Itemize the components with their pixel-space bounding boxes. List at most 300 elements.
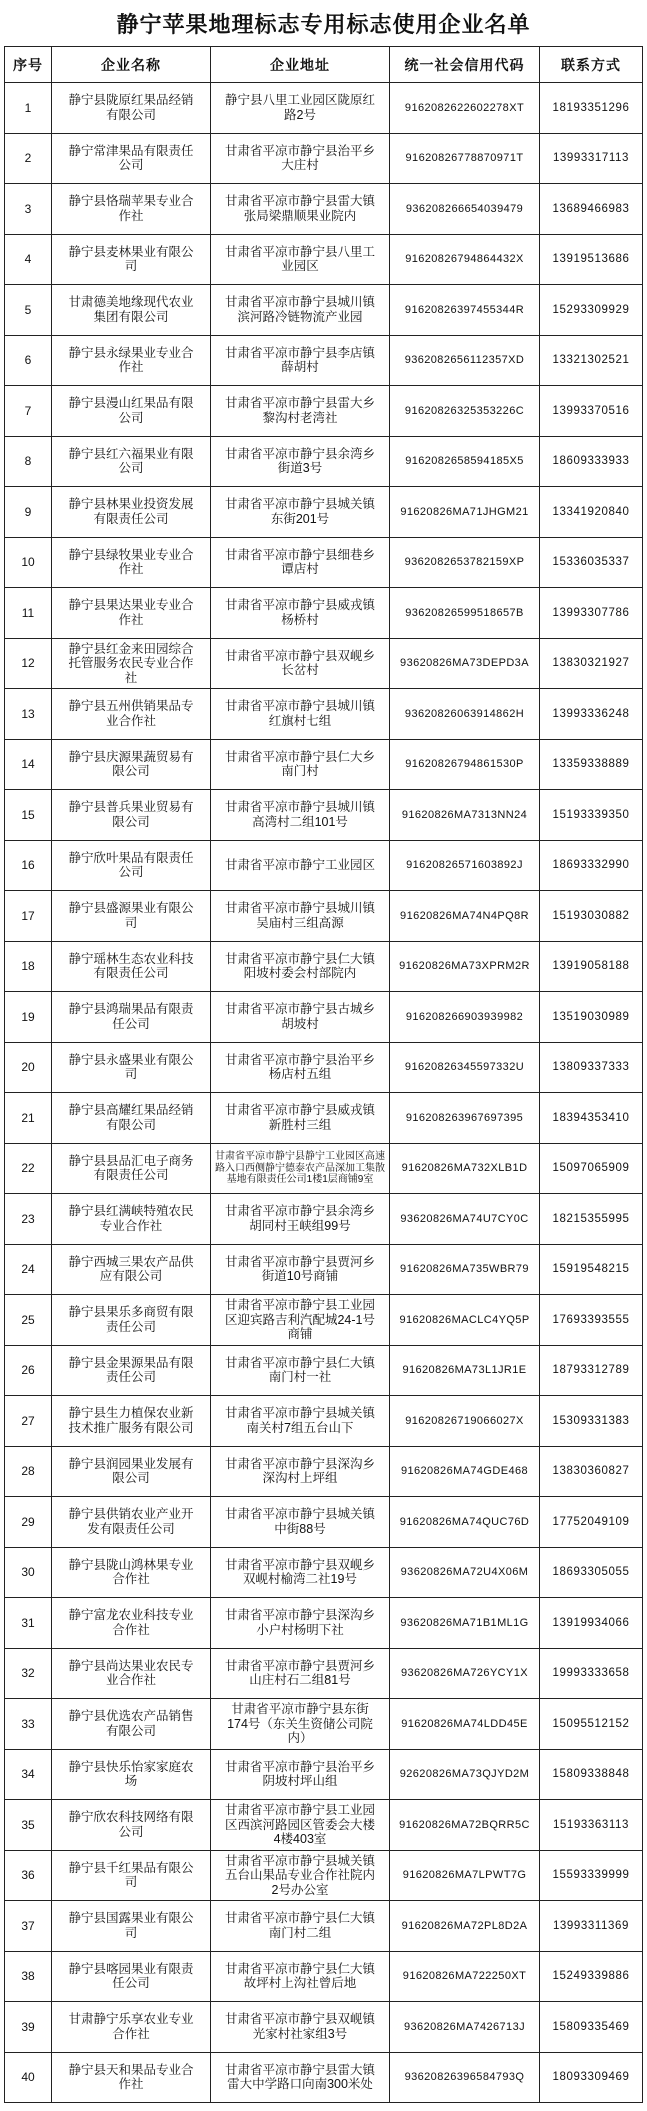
credit-code [390, 841, 540, 892]
contact-phone-text: 18215355995 [552, 1212, 630, 1225]
company-name-text: 静宁县普兵果业贸易有限公司 [68, 800, 194, 829]
company-name-text: 静宁县快乐怡家家庭农场 [68, 1759, 194, 1789]
credit-code [390, 487, 540, 538]
company-name-text: 静宁县红六福果业有限公司 [68, 446, 194, 476]
row-number-text: 39 [21, 2019, 35, 2034]
company-address [211, 689, 390, 740]
contact-phone-text: 13993307786 [552, 606, 630, 619]
credit-code-text: 93620826MA71B1ML1G [400, 1616, 529, 1629]
credit-code [390, 1699, 540, 1750]
header-name: 企业名称 [52, 47, 211, 83]
company-name-text: 静宁县县品汇电子商务有限责任公司 [68, 1153, 194, 1183]
company-address-text: 甘肃省平凉市静宁县治平乡杨店村五组 [224, 1052, 375, 1082]
company-address [211, 1598, 390, 1649]
company-address [211, 1043, 390, 1094]
credit-code [390, 1548, 540, 1599]
company-name-text: 静宁县国露果业有限公司 [68, 1911, 194, 1940]
contact-phone-text: 13341920840 [552, 505, 630, 518]
row-number-text: 15 [21, 807, 35, 822]
credit-code-text: 93620826MA7426713J [404, 2020, 525, 2033]
row-number [5, 1093, 52, 1144]
company-address-text: 甘肃省平凉市静宁县城川镇滨河路冷链物流产业园 [224, 295, 375, 324]
credit-code [390, 386, 540, 437]
credit-code-text: 91620826MA722250XT [402, 1970, 527, 1983]
company-address [211, 790, 390, 841]
credit-code [390, 336, 540, 387]
company-name-text: 静宁县生力植保农业新技术推广服务有限公司 [68, 1406, 194, 1435]
company-address [211, 437, 390, 488]
company-name [52, 942, 211, 993]
company-name-text: 静宁常津果品有限责任公司 [68, 143, 194, 173]
row-number [5, 1649, 52, 1700]
company-address [211, 841, 390, 892]
row-number-text: 6 [24, 353, 32, 368]
row-number [5, 1396, 52, 1447]
company-name-text: 静宁县盛源果业有限公司 [68, 901, 194, 930]
credit-code [390, 437, 540, 488]
company-name-text: 静宁瑶林生态农业科技有限责任公司 [68, 951, 194, 981]
credit-code [390, 1497, 540, 1548]
row-number [5, 1750, 52, 1801]
company-name-text: 静宁县永绿果业专业合作社 [68, 345, 194, 375]
company-name-text: 静宁县天和果品专业合作社 [68, 2062, 194, 2092]
row-number [5, 1800, 52, 1851]
company-name [52, 891, 211, 942]
company-name [52, 386, 211, 437]
company-name [52, 83, 211, 134]
row-number-text: 37 [21, 1918, 35, 1933]
company-address-text: 甘肃省平凉市静宁县威戎镇杨桥村 [224, 598, 375, 627]
credit-code [390, 83, 540, 134]
credit-code-text: 91620826MA73XPRM2R [399, 960, 530, 973]
credit-code-text: 93620826MA72U4X06M [400, 1566, 529, 1579]
company-name [52, 1598, 211, 1649]
row-number-text: 26 [21, 1363, 35, 1378]
company-address [211, 184, 390, 235]
company-name-text: 静宁县红金来田园综合托管服务农民专业合作社 [68, 641, 194, 685]
company-name-text: 静宁县供销农业产业开发有限责任公司 [68, 1507, 194, 1536]
credit-code-text: 91620826MA7313NN24 [401, 808, 528, 821]
company-address-text: 甘肃省平凉市静宁县余湾乡街道3号 [224, 446, 375, 476]
company-name-text: 静宁县绿牧果业专业合作社 [68, 547, 194, 577]
contact-phone [540, 437, 643, 488]
row-number-text: 28 [21, 1464, 35, 1479]
company-name [52, 184, 211, 235]
credit-code-text: 91620826MACLC4YQ5P [399, 1313, 530, 1326]
company-name-text: 静宁县漫山红果品有限公司 [68, 396, 194, 425]
row-number-text: 17 [21, 908, 35, 923]
company-address [211, 1144, 390, 1195]
company-address [211, 1245, 390, 1296]
page-title: 静宁苹果地理标志专用标志使用企业名单 [116, 11, 531, 37]
row-number [5, 235, 52, 286]
company-name [52, 740, 211, 791]
row-number-text: 2 [24, 151, 32, 166]
contact-phone [540, 740, 643, 791]
credit-code-text: 91620826MA74LDD45E [401, 1717, 528, 1730]
contact-phone-text: 13993370516 [552, 404, 630, 417]
company-name-text: 静宁县高耀红果品经销有限公司 [68, 1103, 194, 1132]
company-address-text: 甘肃省平凉市静宁县贾河乡街道10号商铺 [224, 1254, 375, 1284]
company-address-text: 甘肃省平凉市静宁县城川镇红旗村七组 [224, 699, 375, 728]
contact-phone [540, 487, 643, 538]
credit-code-text: 91620826571603892J [406, 859, 523, 872]
contact-phone [540, 2002, 643, 2053]
company-address-text: 甘肃省平凉市静宁县城关镇五台山果品专业合作社院内2号办公室 [224, 1853, 375, 1897]
row-number [5, 689, 52, 740]
company-address-text: 甘肃省平凉市静宁县治平乡阴坡村坪山组 [224, 1759, 375, 1789]
company-name [52, 1649, 211, 1700]
credit-code [390, 689, 540, 740]
contact-phone-text: 18394353410 [552, 1111, 630, 1124]
company-name-text: 静宁县恪瑞苹果专业合作社 [68, 194, 194, 223]
row-number-text: 19 [21, 1009, 35, 1024]
contact-phone [540, 1901, 643, 1952]
row-number [5, 841, 52, 892]
company-address [211, 285, 390, 336]
company-name-text: 静宁县红满峡特殖农民专业合作社 [68, 1204, 194, 1233]
credit-code-text: 91620826MA74N4PQ8R [400, 909, 529, 922]
company-address-text: 甘肃省平凉市静宁县双岘乡双岘村榆湾二社19号 [224, 1557, 375, 1587]
credit-code-text: 916208266903939982 [405, 1010, 524, 1023]
credit-code-text: 916208263967697395 [405, 1111, 524, 1124]
company-address [211, 83, 390, 134]
contact-phone-text: 18193351296 [552, 101, 630, 114]
contact-phone-text: 15193363113 [552, 1818, 630, 1831]
credit-code [390, 1952, 540, 2003]
credit-code-text: 93620826MA73DEPD3A [400, 657, 529, 670]
company-name-text: 静宁县永盛果业有限公司 [68, 1052, 194, 1082]
credit-code-text: 91620826MA7LPWT7G [402, 1869, 527, 1882]
contact-phone [540, 689, 643, 740]
company-address [211, 1699, 390, 1750]
contact-phone-text: 15095512152 [552, 1717, 630, 1730]
contact-phone-text: 13519030989 [552, 1010, 630, 1023]
row-number-text: 21 [21, 1110, 35, 1125]
row-number-text: 40 [21, 2070, 35, 2085]
company-name [52, 588, 211, 639]
row-number-text: 38 [21, 1969, 35, 1984]
credit-code [390, 1750, 540, 1801]
row-number [5, 538, 52, 589]
company-address [211, 1548, 390, 1599]
company-name [52, 1497, 211, 1548]
row-number [5, 1598, 52, 1649]
company-address-text: 甘肃省平凉市静宁县雷大乡黎沟村老湾社 [224, 396, 375, 425]
credit-code [390, 2002, 540, 2053]
row-number [5, 790, 52, 841]
credit-code [390, 184, 540, 235]
contact-phone-text: 15809338848 [552, 1768, 630, 1781]
contact-phone [540, 1396, 643, 1447]
credit-code-text: 91620826MA732XLB1D [401, 1162, 528, 1175]
contact-phone-text: 17752049109 [552, 1515, 630, 1528]
company-address [211, 639, 390, 690]
contact-phone-text: 18693305055 [552, 1566, 630, 1579]
row-number-text: 31 [21, 1615, 35, 1630]
row-number-text: 12 [21, 656, 35, 671]
company-address [211, 740, 390, 791]
credit-code-text: 91620826778870971T [405, 152, 524, 165]
credit-code [390, 285, 540, 336]
row-number [5, 1346, 52, 1397]
contact-phone-text: 17693393555 [552, 1313, 630, 1326]
credit-code-text: 91620826MA74QUC76D [399, 1515, 530, 1528]
company-name-text: 静宁县鸿瑞果品有限责任公司 [68, 1002, 194, 1031]
company-name [52, 1699, 211, 1750]
credit-code [390, 1396, 540, 1447]
contact-phone [540, 386, 643, 437]
header-code: 统一社会信用代码 [390, 47, 540, 83]
company-name [52, 1346, 211, 1397]
company-address-text: 甘肃省平凉市静宁县雷大镇张局梁鼎顺果业院内 [224, 194, 375, 223]
company-name [52, 2053, 211, 2104]
company-name [52, 1800, 211, 1851]
company-name [52, 134, 211, 185]
row-number-text: 13 [21, 706, 35, 721]
row-number [5, 83, 52, 134]
row-number-text: 22 [21, 1161, 35, 1176]
company-address-text: 甘肃省平凉市静宁县古城乡胡坡村 [224, 1002, 375, 1031]
company-address [211, 1750, 390, 1801]
credit-code-text: 91620826719066027X [405, 1414, 524, 1427]
row-number [5, 639, 52, 690]
credit-code-text: 93620826396584793Q [404, 2071, 525, 2084]
company-address-text: 甘肃省平凉市静宁县工业园区西滨河路园区管委会大楼4楼403室 [224, 1803, 375, 1846]
company-address [211, 891, 390, 942]
company-address [211, 1346, 390, 1397]
row-number [5, 336, 52, 387]
contact-phone-text: 13689466983 [552, 202, 630, 215]
row-number-text: 10 [21, 555, 35, 570]
row-number-text: 4 [24, 252, 32, 267]
contact-phone-text: 15293309929 [552, 303, 630, 316]
contact-phone [540, 184, 643, 235]
company-address [211, 2002, 390, 2053]
row-number-text: 34 [21, 1767, 35, 1782]
row-number [5, 588, 52, 639]
contact-phone [540, 639, 643, 690]
company-name [52, 1447, 211, 1498]
company-address [211, 588, 390, 639]
row-number [5, 992, 52, 1043]
contact-phone [540, 1447, 643, 1498]
row-number [5, 1699, 52, 1750]
company-name [52, 639, 211, 690]
company-address-text: 甘肃省平凉市静宁县余湾乡胡同村王峡组99号 [224, 1204, 375, 1233]
company-address-text: 甘肃省平凉市静宁县静宁工业园区高速路入口西侧静宁德泰农产品深加工集散基地有限责任公司1楼1层商铺9室 [215, 1151, 385, 1185]
credit-code [390, 1093, 540, 1144]
company-address [211, 1447, 390, 1498]
company-table [4, 46, 643, 2103]
company-address-text: 甘肃省平凉市静宁县城关镇中街88号 [224, 1507, 375, 1536]
contact-phone [540, 1800, 643, 1851]
row-number [5, 1144, 52, 1195]
credit-code [390, 1447, 540, 1498]
credit-code-text: 91620826MA74GDE468 [400, 1465, 529, 1478]
credit-code-text: 91620826MA73L1JR1E [402, 1364, 527, 1377]
credit-code-text: 91620826MA735WBR79 [400, 1263, 529, 1276]
row-number [5, 1245, 52, 1296]
credit-code [390, 1649, 540, 1700]
contact-phone-text: 13993311369 [552, 1919, 630, 1932]
contact-phone [540, 1245, 643, 1296]
company-name-text: 静宁县优选农产品销售有限公司 [68, 1709, 194, 1738]
contact-phone [540, 992, 643, 1043]
company-name [52, 1396, 211, 1447]
credit-code [390, 992, 540, 1043]
credit-code-text: 93620826599518657B [405, 606, 524, 619]
company-address-text: 甘肃省平凉市静宁县威戎镇新胜村三组 [224, 1103, 375, 1132]
company-address [211, 1649, 390, 1700]
contact-phone [540, 2053, 643, 2104]
contact-phone-text: 15309331383 [552, 1414, 630, 1427]
company-address-text: 甘肃省平凉市静宁县工业园区迎宾路吉利汽配城24-1号商铺 [224, 1298, 376, 1341]
contact-phone [540, 1346, 643, 1397]
company-name [52, 235, 211, 286]
company-name-text: 静宁县麦林果业有限公司 [68, 244, 194, 274]
company-name-text: 静宁县金果源果品有限责任公司 [68, 1355, 194, 1385]
company-address-text: 甘肃省平凉市静宁县仁大乡南门村 [224, 749, 375, 779]
contact-phone-text: 18793312789 [552, 1364, 630, 1377]
company-name [52, 437, 211, 488]
contact-phone-text: 18609333933 [552, 455, 630, 468]
credit-code-text: 936208266654039479 [405, 202, 524, 215]
credit-code-text: 91620826397455344R [404, 303, 525, 316]
company-name [52, 1295, 211, 1346]
company-address-text: 甘肃省平凉市静宁县东街174号（东关生资储公司院内） [227, 1702, 373, 1745]
contact-phone [540, 1699, 643, 1750]
header-address: 企业地址 [211, 47, 390, 83]
credit-code [390, 1851, 540, 1902]
company-name [52, 538, 211, 589]
company-name-text: 静宁西城三果农产品供应有限公司 [68, 1254, 194, 1284]
company-address [211, 1295, 390, 1346]
company-name [52, 689, 211, 740]
row-number-text: 18 [21, 959, 35, 974]
row-number-text: 33 [21, 1716, 35, 1731]
company-name [52, 2002, 211, 2053]
company-name [52, 1901, 211, 1952]
contact-phone [540, 285, 643, 336]
contact-phone [540, 1649, 643, 1700]
company-name [52, 841, 211, 892]
company-name-text: 静宁县果乐多商贸有限责任公司 [68, 1305, 194, 1334]
contact-phone-text: 13359338889 [552, 758, 630, 771]
credit-code [390, 1194, 540, 1245]
company-name [52, 1952, 211, 2003]
company-name [52, 1093, 211, 1144]
contact-phone-text: 13919058188 [552, 960, 630, 973]
company-name-text: 静宁县陇山鸿林果专业合作社 [68, 1557, 194, 1587]
company-name-text: 静宁欣农科技网络有限公司 [68, 1810, 194, 1839]
row-number [5, 1548, 52, 1599]
company-name [52, 1851, 211, 1902]
company-address-text: 甘肃省平凉市静宁县深沟乡小户村杨明下社 [224, 1608, 375, 1637]
row-number-text: 16 [21, 858, 35, 873]
row-number [5, 1851, 52, 1902]
company-name [52, 1245, 211, 1296]
credit-code-text: 91620826794864432X [405, 253, 524, 266]
company-name-text: 静宁县千红果品有限公司 [68, 1860, 194, 1890]
contact-phone-text: 13830360827 [552, 1465, 630, 1478]
contact-phone-text: 15249339886 [552, 1970, 630, 1983]
row-number-text: 3 [24, 201, 32, 216]
credit-code [390, 538, 540, 589]
company-name-text: 静宁县喀园果业有限责任公司 [68, 1961, 194, 1991]
contact-phone [540, 235, 643, 286]
row-number-text: 23 [21, 1211, 35, 1226]
company-name-text: 静宁县陇原红果品经销有限公司 [68, 93, 194, 122]
contact-phone-text: 18693332990 [552, 859, 630, 872]
company-address [211, 1396, 390, 1447]
credit-code-text: 91620826MA71JHGM21 [400, 505, 529, 518]
credit-code-text: 92620826MA73QJYD2M [399, 1768, 530, 1781]
company-address [211, 1194, 390, 1245]
credit-code-text: 9162082658594185X5 [405, 455, 524, 468]
row-number-text: 27 [21, 1413, 35, 1428]
row-number [5, 134, 52, 185]
company-name-text: 甘肃静宁乐享农业专业合作社 [68, 2012, 194, 2041]
company-address-text: 甘肃省平凉市静宁县仁大镇南门村一社 [224, 1355, 375, 1385]
credit-code [390, 639, 540, 690]
company-address-text: 甘肃省平凉市静宁县治平乡大庄村 [224, 143, 375, 173]
company-name-text: 静宁欣叶果品有限责任公司 [68, 850, 194, 880]
row-number [5, 1901, 52, 1952]
company-name-text: 甘肃德美地缘现代农业集团有限公司 [68, 295, 194, 324]
company-address [211, 1851, 390, 1902]
company-address-text: 甘肃省平凉市静宁县城关镇南关村7组五台山下 [224, 1406, 375, 1435]
contact-phone [540, 538, 643, 589]
credit-code-text: 91620826MA72BQRR5C [399, 1818, 530, 1831]
row-number [5, 1295, 52, 1346]
credit-code [390, 740, 540, 791]
contact-phone-text: 15919548215 [552, 1263, 630, 1276]
credit-code-text: 9362082656112357XD [404, 354, 525, 367]
contact-phone-text: 15193339350 [552, 808, 630, 821]
contact-phone-text: 19993333658 [552, 1667, 630, 1680]
company-name [52, 487, 211, 538]
contact-phone [540, 1750, 643, 1801]
credit-code [390, 1043, 540, 1094]
row-number [5, 386, 52, 437]
contact-phone [540, 1194, 643, 1245]
company-address [211, 1497, 390, 1548]
row-number-text: 1 [24, 100, 32, 115]
company-address [211, 1800, 390, 1851]
company-name-text: 静宁县五州供销果品专业合作社 [68, 699, 194, 728]
credit-code-text: 93620826063914862H [404, 707, 525, 720]
credit-code [390, 2053, 540, 2104]
row-number-text: 20 [21, 1060, 35, 1075]
row-number [5, 1043, 52, 1094]
contact-phone [540, 134, 643, 185]
company-name-text: 静宁县林果业投资发展有限责任公司 [68, 497, 194, 526]
company-address [211, 386, 390, 437]
company-name-text: 静宁县尚达果业农民专业合作社 [68, 1658, 194, 1688]
contact-phone-text: 13919934066 [552, 1616, 630, 1629]
credit-code [390, 1346, 540, 1397]
contact-phone-text: 15193030882 [552, 909, 630, 922]
contact-phone-text: 13993336248 [552, 707, 630, 720]
contact-phone [540, 1144, 643, 1195]
company-address-text: 甘肃省平凉市静宁工业园区 [224, 858, 375, 872]
contact-phone-text: 13919513686 [552, 253, 630, 266]
row-number-text: 36 [21, 1868, 35, 1883]
contact-phone [540, 891, 643, 942]
contact-phone [540, 83, 643, 134]
company-address [211, 487, 390, 538]
